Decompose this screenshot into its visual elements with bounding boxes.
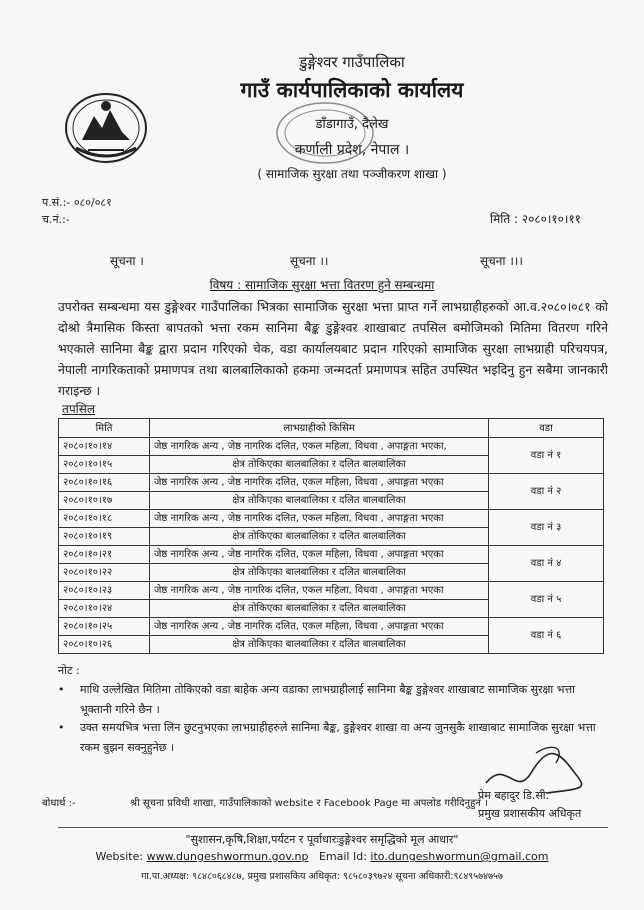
- email-label: Email Id:: [318, 850, 367, 863]
- bullet-icon: •: [58, 721, 65, 734]
- row-category: क्षेत्र तोकिएका बालबालिका र दलित बालबालिका: [150, 456, 489, 474]
- letter-number: प.सं.:- ०८०/०८१: [42, 196, 112, 209]
- signatory-name: प्रेम बहादुर डि.सी.: [478, 789, 550, 802]
- row-category: जेष्ठ नागरिक अन्य , जेष्ठ नागरिक दलित, एकल महिला, विधवा , अपाङ्गता भएका: [150, 582, 489, 600]
- row-category: जेष्ठ नागरिक अन्य , जेष्ठ नागरिक दलित, एकल महिला, विधवा , अपाङ्गता भएका: [150, 510, 489, 528]
- notice-label-2: सूचना ।।: [290, 254, 329, 268]
- section-name: ( सामाजिक सुरक्षा तथा पञ्जीकरण शाखा ): [257, 167, 447, 181]
- row-date: २०८०।१०।१८: [59, 510, 150, 528]
- table-header-row: [59, 419, 604, 438]
- row-category: क्षेत्र तोकिएका बालबालिका र दलित बालबालिका: [150, 492, 489, 510]
- bullet-icon: •: [58, 683, 65, 696]
- header-date: मिति: [59, 419, 150, 438]
- row-date: २०८०।१०।१६: [59, 474, 150, 492]
- row-date: २०८०।१०।१४: [59, 438, 150, 456]
- table-row: [59, 510, 604, 528]
- office-name: गाउँ कार्यपालिकाको कार्यालय: [240, 78, 464, 102]
- table-row: [59, 618, 604, 636]
- row-ward: वडा नं ६: [489, 618, 604, 654]
- row-category: क्षेत्र तोकिएका बालबालिका र दलित बालबालिका: [150, 564, 489, 582]
- row-category: क्षेत्र तोकिएका बालबालिका र दलित बालबालिका: [150, 636, 489, 654]
- table-row: [59, 438, 604, 456]
- municipality-name: डुङ्गेश्वर गाउँपालिका: [299, 53, 405, 71]
- schedule-title: तपसिल: [62, 402, 96, 416]
- subject-line: [0, 276, 644, 293]
- row-date: २०८०।१०।२३: [59, 582, 150, 600]
- table-row: [59, 474, 604, 492]
- office-stamp: [270, 98, 380, 168]
- notice-body: उपरोक्त सम्बन्धमा यस डुङ्गेश्वर गाउँपालिका भित्रका सामाजिक सुरक्षा भत्ता प्राप्त गर्ने लाभग्राहीहरुको आ.व.२०८०।०८१ को दोश्रो त्रैमासिक किस्ता बापतको भत्ता रकम सानिमा बैङ्क डुङ्गेश्वर शाखाबाट तपसिल बमोजिमको मितिमा वितरण गरिने भएकाले सानिमा बैङ्क द्वारा प्रदान गरिएको चेक, वडा कार्यालयबाट प्रदान गरिएको सामाजिक सुरक्षा लाभग्राही परिचयपत्र, नेपाली नागरिकताको प्रमाणपत्र तथा बालबालिकाको हकमा जन्मदर्ता प्रमाणपत्र सहित उपस्थित भइदिनु हुन सबैमा जानकारी गराइन्छ ।: [58, 299, 608, 398]
- table-row: [59, 546, 604, 564]
- row-category: जेष्ठ नागरिक अन्य , जेष्ठ नागरिक दलित, एकल महिला, विधवा , अपाङ्गता भएका,: [150, 438, 489, 456]
- note-item: [58, 680, 610, 720]
- row-ward: वडा नं ३: [489, 510, 604, 546]
- row-category: जेष्ठ नागरिक अन्य , जेष्ठ नागरिक दलित, एकल महिला, विधवा , अपाङ्गता भएका: [150, 546, 489, 564]
- row-ward: वडा नं २: [489, 474, 604, 510]
- website-link[interactable]: www.dungeshwormun.gov.np: [146, 850, 309, 863]
- header-ward: वडा: [489, 419, 604, 438]
- row-date: २०८०।१०।२६: [59, 636, 150, 654]
- subject-text: विषय : सामाजिक सुरक्षा भत्ता वितरण हुने सम्बन्धमा: [209, 278, 435, 292]
- table-row: [59, 582, 604, 600]
- row-category: क्षेत्र तोकिएका बालबालिका र दलित बालबालिका: [150, 600, 489, 618]
- province-country: कर्णाली प्रदेश, नेपाल ।: [294, 142, 410, 158]
- note-text: उक्त समयभित्र भत्ता लिन छुटनुभएका लाभग्राहीहरुले सानिमा बैङ्क, डुङ्गेश्वर शाखा वा अन्य जुनसुकै शाखाबाट सामाजिक सुरक्षा भत्ता रकम बुझन सक्नुहुनेछ ।: [80, 721, 596, 754]
- row-date: २०८०।१०।१७: [59, 492, 150, 510]
- dispatch-number: च.नं.:-: [42, 213, 70, 226]
- row-ward: वडा नं ४: [489, 546, 604, 582]
- cc-label: बोधार्थ :-: [42, 798, 76, 809]
- row-date: २०८०।१०।२१: [59, 546, 150, 564]
- row-ward: वडा नं ५: [489, 582, 604, 618]
- notice-label-1: सूचना ।: [110, 254, 144, 268]
- row-date: २०८०।१०।२४: [59, 600, 150, 618]
- office-location: डाँडागाउँ, दैलेख: [315, 117, 389, 132]
- row-date: २०८०।१०।२२: [59, 564, 150, 582]
- row-category: जेष्ठ नागरिक अन्य , जेष्ठ नागरिक दलित, एकल महिला, विधवा , अपाङ्गता भएका: [150, 474, 489, 492]
- note-text: माथि उल्लेखित मितिमा तोकिएको वडा बाहेक अन्य वडाका लाभग्राहीलाई सानिमा बैङ्क डुङ्गेश्वर शाखाबाट सामाजिक सुरक्षा भत्ता भूक्तानी गरिने छैन ।: [80, 683, 575, 716]
- email-link[interactable]: ito.dungeshwormun@gmail.com: [370, 850, 549, 863]
- notes-heading: नोट :: [58, 664, 80, 677]
- row-category: जेष्ठ नागरिक अन्य , जेष्ठ नागरिक दलित, एकल महिला, विधवा , अपाङ्गता भएका: [150, 618, 489, 636]
- footer-contact: [0, 850, 644, 863]
- row-date: २०८०।१०।१९: [59, 528, 150, 546]
- schedule-table: [58, 418, 604, 654]
- row-date: २०८०।१०।२५: [59, 618, 150, 636]
- footer-divider: [58, 827, 608, 828]
- notice-label-3: सूचना ।।।: [480, 254, 523, 268]
- footer-phones: गा.पा.अध्यक्ष: ९८४८०६८४८७, प्रमुख प्रशासकिय अधिकृत: ९८५८०३९७२४ सूचना अधिकारी:९८४९५७४७५७: [141, 871, 503, 882]
- header-category: लाभग्राहीको किसिम: [150, 419, 489, 438]
- signatory-title: प्रमुख प्रशासकीय अधिकृत: [478, 807, 582, 820]
- row-date: २०८०।१०।१५: [59, 456, 150, 474]
- cc-text: श्री सूचना प्रविधी शाखा, गाउँपालिकाको website र Facebook Page मा अपलोड गरीदिनुहुन ।: [130, 798, 488, 809]
- website-label: Website:: [95, 850, 144, 863]
- row-category: क्षेत्र तोकिएका बालबालिका र दलित बालबालिका: [150, 528, 489, 546]
- footer-slogan: "सुशासन,कृषि,शिक्षा,पर्यटन र पूर्वाधारःडुङ्गेश्वर समृद्धिको मूल आधार": [185, 833, 459, 846]
- letter-date: मिति : २०८०।१०।११: [490, 212, 581, 226]
- row-ward: वडा नं १: [489, 438, 604, 474]
